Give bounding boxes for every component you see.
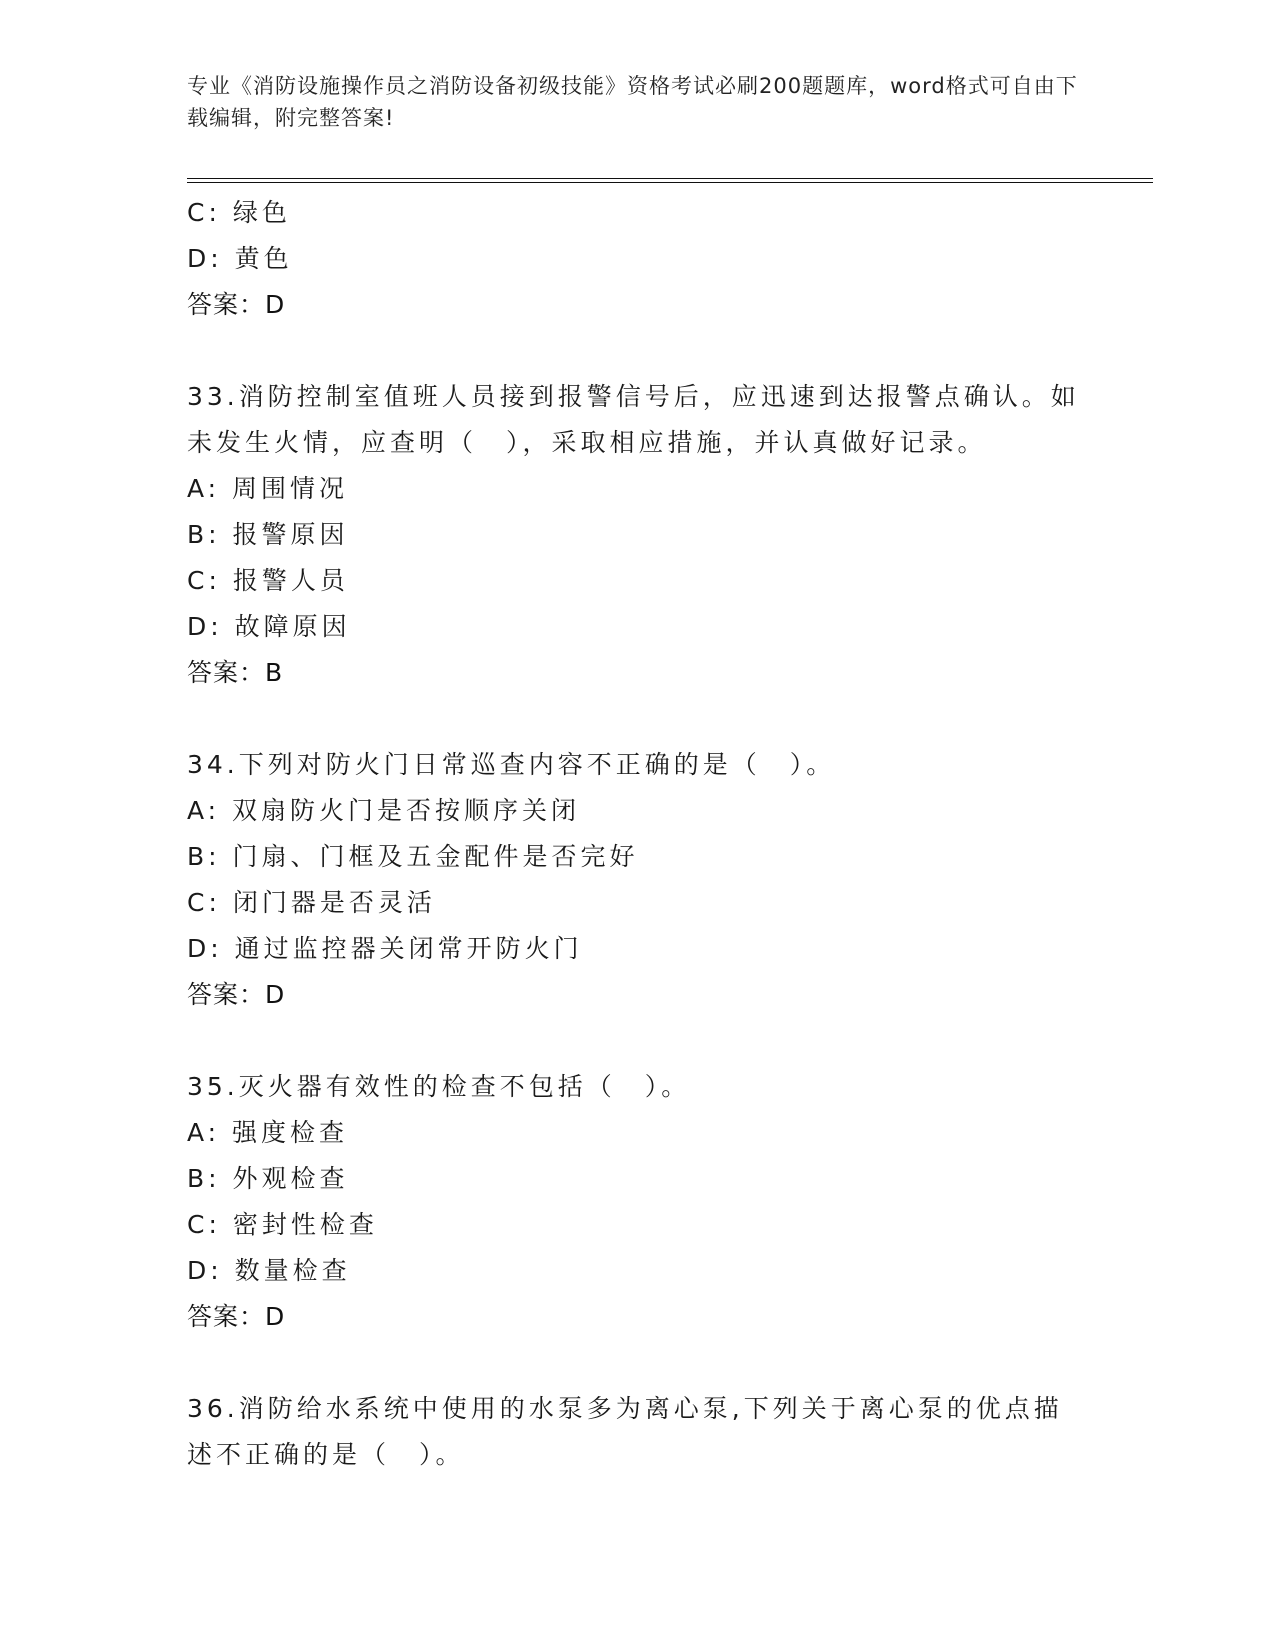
answer-line: 答案：D [187,290,286,319]
option-a: A: 周围情况 [187,474,349,503]
question-list [187,190,1087,1478]
question-33 [187,374,1087,696]
answer-line: 答案：B [187,658,284,687]
answer-line: 答案：D [187,1302,286,1331]
question-stem: 未发生火情，应查明（ ），采取相应措施，并认真做好记录。 [187,428,987,457]
option-c: C: 报警人员 [187,566,349,595]
question-35 [187,1064,1087,1340]
question-stem: 33.消防控制室值班人员接到报警信号后，应迅速到达报警点确认。如 [187,382,1080,411]
header-divider [187,178,1153,183]
question-stem: 述不正确的是（ ）。 [187,1440,465,1469]
option-d: D: 通过监控器关闭常开防火门 [187,934,583,963]
option-d: D: 数量检查 [187,1256,351,1285]
question-stem: 34.下列对防火门日常巡查内容不正确的是（ ）。 [187,750,836,779]
option-c: C: 绿色 [187,198,291,227]
option-c: C: 闭门器是否灵活 [187,888,436,917]
option-b: B: 门扇、门框及五金配件是否完好 [187,842,639,871]
option-a: A: 强度检查 [187,1118,349,1147]
question-34 [187,742,1087,1018]
option-d: D: 黄色 [187,244,293,273]
answer-line: 答案：D [187,980,286,1009]
question-stem: 35.灭火器有效性的检查不包括（ ）。 [187,1072,691,1101]
document-header: 专业《消防设施操作员之消防设备初级技能》资格考试必刷200题题库，word格式可自由下载编辑，附完整答案! [187,74,1078,130]
option-b: B: 报警原因 [187,520,349,549]
option-c: C: 密封性检查 [187,1210,378,1239]
question-stem: 36.消防给水系统中使用的水泵多为离心泵,下列关于离心泵的优点描 [187,1394,1063,1423]
option-d: D: 故障原因 [187,612,351,641]
option-b: B: 外观检查 [187,1164,349,1193]
option-a: A: 双扇防火门是否按顺序关闭 [187,796,581,825]
question-32-tail [187,190,1087,328]
question-36 [187,1386,1087,1478]
